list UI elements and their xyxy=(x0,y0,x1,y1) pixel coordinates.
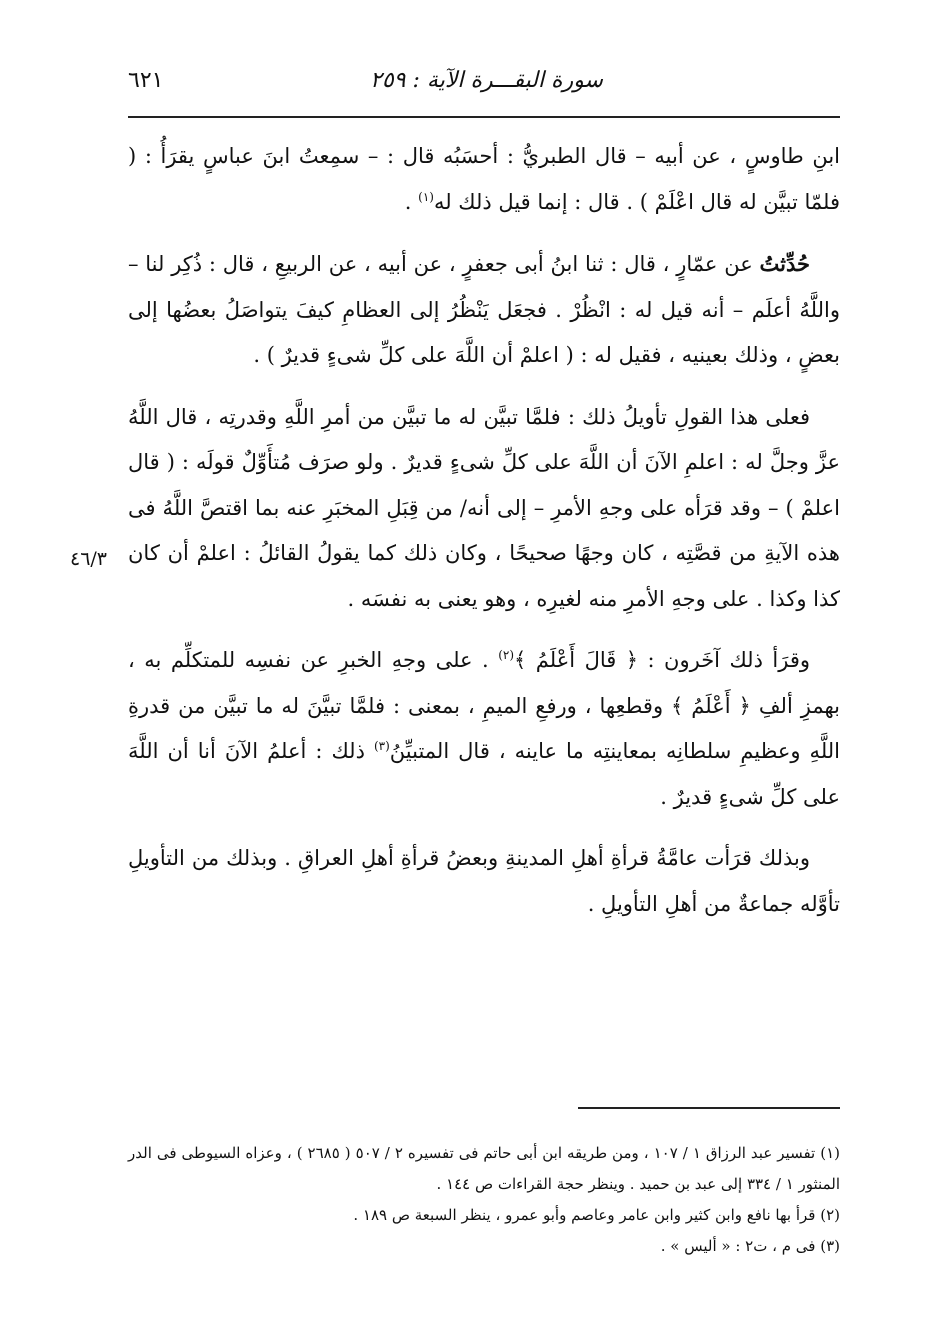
page-header xyxy=(128,62,838,102)
running-title: سورة البقـــرة الآية : ٢٥٩ xyxy=(370,68,603,93)
margin-volume-page-note: ٤٦/٣ xyxy=(70,548,108,570)
paragraph-4 xyxy=(128,638,840,820)
header-rule xyxy=(128,116,840,118)
paragraph-2-text: عن عمّارٍ ، قال : ثنا ابنُ أبى جعفرٍ ، عن أبيه ، عن الربيعِ ، قال : ذُكِر لنا – واللَّهُ أعلَم – أنه قيل له : انْظُرْ . فجعَل يَنْظُرُ إلى العظامِ كيفَ يتواصَلُ بعضُها إلى بعضٍ ، وذلك بعينيه ، فقيل له : ( اعلمْ أن اللَّهَ على كلِّ شىءٍ قديرٌ ) . xyxy=(128,252,840,367)
paragraph-1 xyxy=(128,134,840,225)
paragraph-1-text: ابنِ طاوسٍ ، عن أبيه – قال الطبريُّ : أحسَبُه قال : – سمِعتُ ابنَ عباسٍ يقرَأُ : ( فلمّا تبيَّن له قال اعْلَمْ ) . قال : إنما قيل ذلك له xyxy=(128,144,840,214)
footnote-ref-3[interactable]: (٣) xyxy=(373,739,390,753)
paragraph-5-text: وبذلك قرَأت عامَّةُ قرأةِ أهلِ المدينةِ وبعضُ قرأةِ أهلِ العراقِ . وبذلك من التأويلِ تأوَّله جماعةٌ من أهلِ التأويلِ . xyxy=(128,846,840,916)
footnote-ref-1[interactable]: (١) xyxy=(418,189,434,204)
paragraph-4-text-a: وقرَأ ذلك آخَرون : ﴿ قَالَ أَعْلَمُ ﴾ xyxy=(514,648,811,672)
paragraph-2 xyxy=(128,241,840,379)
paragraph-4-text-b: . على وجهِ الخبرِ عن نفسِه للمتكلِّم به ، بهمزِ ألفِ ﴿ أَعْلَمُ ﴾ وقطعِها ، ورفعِ الميمِ ، بمعنى : فلمَّا تبيَّنَ له ما تبيَّن من قدرةِ اللَّهِ وعظيمِ سلطانِه بمعاينتِه ما عاينه ، قال المتبيِّنُ xyxy=(128,648,840,763)
footnote-1: (١) تفسير عبد الرزاق ١ / ١٠٧ ، ومن طريقه ابن أبى حاتم فى تفسيره ٢ / ٥٠٧ ( ٢٦٨٥ ) ، وعزاه السيوطى فى الدر المنثور ١ / ٣٣٤ إلى عبد بن حميد . وينظر حجة القراءات ص ١٤٤ . xyxy=(128,1144,841,1193)
paragraph-3 xyxy=(128,395,840,623)
footnote-2: (٢) قرأ بها نافع وابن كثير وابن عامر وعاصم وأبو عمرو ، ينظر السبعة ص ١٨٩ . xyxy=(353,1206,840,1224)
paragraph-2-lead-word: حُدِّثتُ xyxy=(759,251,810,276)
main-text xyxy=(128,134,840,943)
paragraph-3-text: فعلى هذا القولِ تأويلُ ذلك : فلمَّا تبيَّن له ما تبيَّن من أمرِ اللَّهِ وقدرتِه ، قال اللَّهُ عزَّ وجلَّ له : اعلمِ الآنَ أن اللَّهَ على كلِّ شىءٍ قديرٌ . ولو صرَف مُتأَوِّلٌ قولَه : ( قال اعلمْ ) – وقد قرَأه على وجهِ الأمرِ – إلى أنه/ من قِبَلِ المخبَرِ عنه بما اقتصَّ اللَّهُ فى هذه الآيةِ من قصَّتِه ، كان وجهًا صحيحًا ، وكان ذلك كما يقولُ القائلُ : اعلمْ أن كان كذا وكذا . على وجهِ الأمرِ منه لغيرِه ، وهو يعنى به نفسَه . xyxy=(128,404,840,611)
page-number: ٦٢١ xyxy=(128,68,164,93)
footnotes xyxy=(128,1138,840,1262)
paragraph-5 xyxy=(128,836,840,927)
paragraph-1-end: . xyxy=(404,189,419,214)
footnote-rule xyxy=(578,1107,840,1109)
paragraph-4-text-c: ذلك : أعلمُ الآنَ أنا أن اللَّهَ على كلِّ شىءٍ قديرٌ . xyxy=(128,739,840,809)
footnote-ref-2[interactable]: (٢) xyxy=(498,648,515,662)
footnote-3: (٣) فى م ، ت٢ : « أليس » . xyxy=(660,1237,840,1255)
